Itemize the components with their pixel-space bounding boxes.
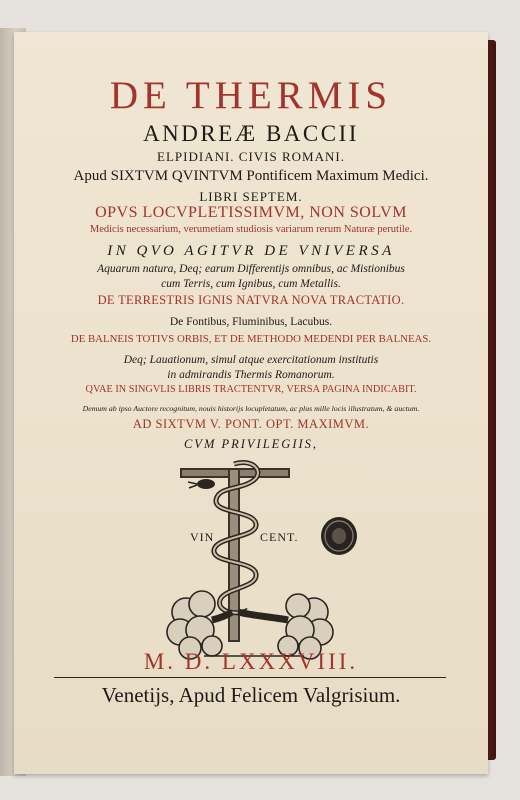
title-page (14, 32, 488, 774)
quae-line: QVAE IN SINGVLIS LIBRIS TRACTENTVR, VERSA PAGINA INDICABIT. (85, 384, 417, 395)
imprint-place-printer: Venetijs, Apud Felicem Valgrisium. (101, 683, 401, 707)
terrestris-line: DE TERRESTRIS IGNIS NATVRA NOVA TRACTATIO. (97, 293, 405, 307)
demum-line: Demum ab ipso Auctore recognitum, nouis historijs locupletatum, ac plus mille locis illustratum, & auctum. (82, 404, 420, 413)
lauationum-line: Deq; Lauationum, simul atque exercitationum institutis (123, 354, 379, 366)
library-stamp (319, 515, 359, 557)
device-motto-right: CENT. (260, 530, 299, 544)
author-origin: ELPIDIANI. CIVIS ROMANI. (157, 149, 345, 164)
device-motto-left: VIN (190, 530, 215, 544)
cum-terris-line: cum Terris, cum Ignibus, cum Metallis. (161, 278, 341, 290)
imprint-rule (54, 677, 446, 678)
imprint-year: M. D. LXXXVIII. (143, 649, 359, 674)
aquarum-line: Aquarum natura, Deq; earum Differentijs omnibus, ac Mistionibus (97, 263, 405, 275)
medicis-line: Medicis necessarium, verumetiam studiosis variarum rerum Naturæ perutile. (89, 224, 413, 235)
libri-septem: LIBRI SEPTEM. (199, 189, 303, 204)
admirandis-line: in admirandis Thermis Romanorum. (167, 369, 335, 381)
privilegiis-line: CVM PRIVILEGIIS, (183, 437, 319, 451)
opus-line: OPVS LOCVPLETISSIMVM, NON SOLVM (95, 204, 407, 221)
author-name: ANDREÆ BACCII (143, 121, 359, 146)
in-quo-line: IN QVO AGITVR DE VNIVERSA (107, 243, 395, 259)
dedication-line: Apud SIXTVM QVINTVM Pontificem Maximum Medici. (73, 168, 429, 184)
ad-sixtum-line: AD SIXTVM V. PONT. OPT. MAXIMVM. (132, 417, 370, 431)
fontibus-line: De Fontibus, Fluminibus, Lacubus. (169, 316, 333, 328)
book-title: DE THERMIS (109, 74, 393, 117)
printer-device-illustration (164, 460, 344, 660)
balneis-line: DE BALNEIS TOTIVS ORBIS, ET DE METHODO MEDENDI PER BALNEAS. (70, 333, 432, 345)
